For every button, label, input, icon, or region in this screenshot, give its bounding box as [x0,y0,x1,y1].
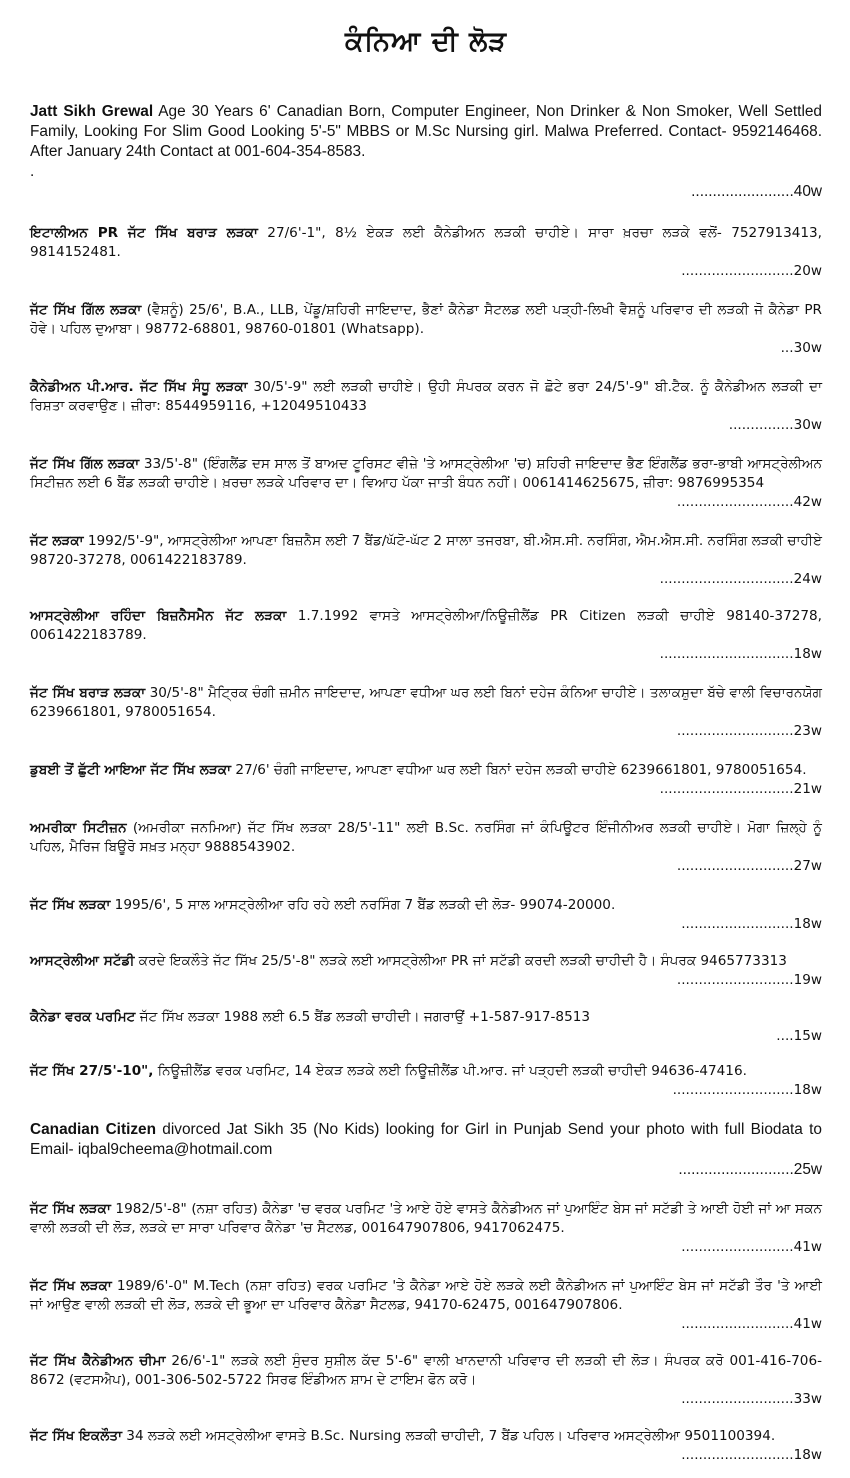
ad-headline: ਜੱਟ ਸਿੱਖ ਬਰਾੜ ਲੜਕਾ [30,685,146,701]
classified-ad [30,532,822,589]
ad-body: 34 ਲੜਕੇ ਲਈ ਅਸਟ੍ਰੇਲੀਆ ਵਾਸਤੇ B.Sc. Nursing ਲੜਕੀ ਚਾਹੀਦੀ, 7 ਬੈਂਡ ਪਹਿਲ। ਪਰਿਵਾਰ ਅਸਟ੍ਰੇਲੀਆ 9501100394. [121,1428,776,1444]
ad-body: 1995/6', 5 ਸਾਲ ਆਸਟ੍ਰੇਲੀਆ ਰਹਿ ਰਹੇ ਲਈ ਨਰਸਿੰਗ 7 ਬੈਂਡ ਲੜਕੀ ਦੀ ਲੋੜ- 99074-20000. [110,897,616,913]
ad-headline: ਜੱਟ ਸਿੱਖ ਲੜਕਾ [30,1201,111,1217]
ad-body: 27/6' ਚੰਗੀ ਜਾਇਦਾਦ, ਆਪਣਾ ਵਧੀਆ ਘਰ ਲਈ ਬਿਨਾਂ ਦਹੇਜ ਲੜਕੀ ਚਾਹੀਏ 6239661801, 9780051654. [231,762,807,778]
ad-reference-code: ............................18w [672,1082,822,1098]
ad-headline: ਇਟਾਲੀਅਨ PR ਜੱਟ ਸਿੱਖ ਬਰਾੜ ਲੜਕਾ [30,225,258,241]
ad-body: 1982/5'-8" (ਨਸ਼ਾ ਰਹਿਤ) ਕੈਨੇਡਾ 'ਚ ਵਰਕ ਪਰਮਿਟ 'ਤੇ ਆਏ ਹੋਏ ਵਾਸਤੇ ਕੈਨੇਡੀਅਨ ਜਾਂ ਪੁਆਇੰਟ ਬੇਸ ਜਾਂ ਸਟੱਡੀ ਤੇ ਆਈ ਹੋਈ ਜਾਂ ਆ ਸਕਨ ਵਾਲੀ ਲੜਕੀ ਦੀ ਲੋੜ, ਲੜਕੇ ਦਾ ਸਾਰਾ ਪਰਿਵਾਰ ਕੈਨੇਡਾ 'ਚ ਸੈਟਲਡ, 001647907806, 9417062475. [30,1201,822,1236]
classified-ad [30,1352,822,1409]
ad-reference-code: ...............................24w [659,571,822,587]
classified-ad [30,1277,822,1334]
classified-ad [30,1008,822,1046]
ad-reference-code: ...........................27w [676,858,822,874]
ad-reference-code: ..........................41w [681,1239,822,1255]
ads-list [30,102,822,1465]
ad-headline: ਅਮਰੀਕਾ ਸਿਟੀਜ਼ਨ [30,820,127,836]
ad-headline: ਜੱਟ ਸਿੱਖ ਗਿੱਲ ਲੜਕਾ [30,302,142,318]
ad-headline: ਆਸਟ੍ਰੇਲੀਆ ਸਟੱਡੀ [30,953,135,969]
ad-body: ਨਿਊਜ਼ੀਲੈਂਡ ਵਰਕ ਪਰਮਿਟ, 14 ਏਕੜ ਲੜਕੇ ਲਈ ਨਿਊਜ਼ੀਲੈਂਡ ਪੀ.ਆਰ. ਜਾਂ ਪੜ੍ਹਦੀ ਲੜਕੀ ਚਾਹੀਦੀ 94636-47416. [153,1063,747,1079]
classified-ad [30,224,822,281]
classified-ad [30,378,822,435]
ad-reference-code: ..........................41w [681,1316,822,1332]
ad-reference-code: ..........................33w [681,1391,822,1407]
ad-body: 1992/5'-9", ਆਸਟ੍ਰੇਲੀਆ ਆਪਣਾ ਬਿਜ਼ਨੈਸ ਲਈ 7 ਬੈਂਡ/ਘੱਟੋ-ਘੱਟ 2 ਸਾਲਾ ਤਜਰਬਾ, ਬੀ.ਐਸ.ਸੀ. ਨਰਸਿੰਗ, ਐਮ.ਐਸ.ਸੀ. ਨਰਸਿੰਗ ਲੜਕੀ ਚਾਹੀਏ 98720-37278, 0061422183789. [30,533,822,568]
classified-ad [30,952,822,990]
ad-reference-code: ...........................25w [678,1161,822,1178]
ad-headline: ਜੱਟ ਸਿੱਖ 27/5'-10", [30,1063,154,1079]
classified-ad [30,1062,822,1100]
classified-ad [30,1427,822,1465]
ad-body: 1989/6'-0" M.Tech (ਨਸ਼ਾ ਰਹਿਤ) ਵਰਕ ਪਰਮਿਟ 'ਤੇ ਕੈਨੇਡਾ ਆਏ ਹੋਏ ਲੜਕੇ ਲਈ ਕੈਨੇਡੀਅਨ ਜਾਂ ਪੁਆਇੰਟ ਬੇਸ ਜਾਂ ਸਟੱਡੀ ਤੌਰ 'ਤੇ ਆਈ ਜਾਂ ਆਉਣ ਵਾਲੀ ਲੜਕੀ ਦੀ ਲੋੜ, ਲੜਕੇ ਦੀ ਭੂਆ ਦਾ ਪਰਿਵਾਰ ਕੈਨੇਡਾ ਸੈਟਲਡ, 94170-62475, 001647907806. [30,1278,822,1313]
ad-headline: Jatt Sikh Grewal [30,103,154,120]
ad-body: 26/6'-1" ਲੜਕੇ ਲਈ ਸੁੰਦਰ ਸੁਸ਼ੀਲ ਕੱਦ 5'-6" ਵਾਲੀ ਖਾਨਦਾਨੀ ਪਰਿਵਾਰ ਦੀ ਲੜਕੀ ਦੀ ਲੋੜ। ਸੰਪਰਕ ਕਰੋ 001-416-706-8672 (ਵਟਸਐਪ), 001-306-502-5722 ਸਿਰਫ ਇੰਡੀਅਨ ਸ਼ਾਮ ਦੇ ਟਾਇਮ ਫੋਨ ਕਰੋ। [30,1353,822,1388]
ad-reference-code: ....15w [776,1028,822,1044]
ad-headline: ਜੱਟ ਸਿੱਖ ਲੜਕਾ [30,1278,112,1294]
ad-body: 30/5'-8" ਮੈਟ੍ਰਿਕ ਚੰਗੀ ਜ਼ਮੀਨ ਜਾਇਦਾਦ, ਆਪਣਾ ਵਧੀਆ ਘਰ ਲਈ ਬਿਨਾਂ ਦਹੇਜ ਕੰਨਿਆ ਚਾਹੀਏ। ਤਲਾਕਸ਼ੁਦਾ ਬੱਚੇ ਵਾਲੀ ਵਿਚਾਰਨਯੋਗ 6239661801, 9780051654. [30,685,822,720]
ad-reference-code: ...........................42w [676,494,822,510]
ad-headline: ਜੱਟ ਸਿੱਖ ਕੈਨੇਡੀਅਨ ਚੀਮਾ [30,1353,166,1369]
ad-headline: ਕੈਨੇਡੀਅਨ ਪੀ.ਆਰ. ਜੱਟ ਸਿੱਖ ਸੰਧੂ ਲੜਕਾ [30,379,248,395]
ad-reference-code: ...30w [780,340,822,356]
ad-reference-code: ........................40w [691,183,822,200]
ad-reference-code: ...........................19w [676,972,822,988]
ad-body: ਜੱਟ ਸਿੱਖ ਲੜਕਾ 1988 ਲਈ 6.5 ਬੈਂਡ ਲੜਕੀ ਚਾਹੀਦੀ। ਜਗਰਾਉਂ +1-587-917-8513 [135,1009,591,1025]
ad-headline: ਜੱਟ ਸਿੱਖ ਲੜਕਾ [30,897,111,913]
ad-headline: ਜੱਟ ਸਿੱਖ ਇਕਲੌਤਾ [30,1428,122,1444]
ad-headline: ਕੈਨੇਡਾ ਵਰਕ ਪਰਮਿਟ [30,1009,136,1025]
ad-reference-code: ..........................18w [681,1447,822,1463]
ad-reference-code: ...............................21w [659,781,822,797]
ad-body: divorced Jat Sikh 35 (No Kids) looking for Girl in Punjab Send your photo with full Biodata to Email- iqbal9cheema@hotmail.com [30,1121,822,1158]
classified-ad [30,102,822,202]
ad-body: (ਵੈਸ਼ਨੂੰ) 25/6', B.A., LLB, ਪੇਂਡੂ/ਸ਼ਹਿਰੀ ਜਾਇਦਾਦ, ਭੈਣਾਂ ਕੈਨੇਡਾ ਸੈਟਲਡ ਲਈ ਪੜ੍ਹੀ-ਲਿਖੀ ਵੈਸ਼ਨੂੰ ਪਰਿਵਾਰ ਦੀ ਲੜਕੀ ਜੋ ਕੈਨੇਡਾ PR ਹੋਵੇ। ਪਹਿਲ ਦੁਆਬਾ। 98772-68801, 98760-01801 (Whatsapp). [30,302,822,337]
ad-headline: Canadian Citizen [30,1121,157,1138]
ad-reference-code: ..........................20w [681,263,822,279]
ad-headline: ਡੁਬਈ ਤੋਂ ਛੁੱਟੀ ਆਇਆ ਜੱਟ ਸਿੱਖ ਲੜਕਾ [30,762,232,778]
ad-headline: ਆਸਟ੍ਰੇਲੀਆ ਰਹਿੰਦਾ ਬਿਜ਼ਨੈਸਮੈਨ ਜੱਟ ਲੜਕਾ [30,608,287,624]
ad-headline: ਜੱਟ ਲੜਕਾ [30,533,84,549]
classified-ad [30,761,822,799]
ad-body: (ਅਮਰੀਕਾ ਜਨਮਿਆ) ਜੱਟ ਸਿੱਖ ਲੜਕਾ 28/5'-11" ਲਈ B.Sc. ਨਰਸਿੰਗ ਜਾਂ ਕੰਪਿਊਟਰ ਇੰਜੀਨੀਅਰ ਲੜਕੀ ਚਾਹੀਏ। ਮੋਗਾ ਜ਼ਿਲ੍ਹੇ ਨੂੰ ਪਹਿਲ, ਮੈਰਿਜ ਬਿਊਰੋ ਸਖ਼ਤ ਮਨ੍ਹਾ 9888543902. [30,820,822,855]
classified-ad [30,1200,822,1257]
ad-reference-code: ...........................23w [676,723,822,739]
ad-body: ਕਰਦੇ ਇਕਲੌਤੇ ਜੱਟ ਸਿੱਖ 25/5'-8" ਲੜਕੇ ਲਈ ਆਸਟ੍ਰੇਲੀਆ PR ਜਾਂ ਸਟੱਡੀ ਕਰਦੀ ਲੜਕੀ ਚਾਹੀਦੀ ਹੈ। ਸੰਪਰਕ 9465773313 [134,953,787,969]
classified-ad [30,684,822,741]
classified-ad [30,455,822,512]
ad-reference-code: ...............30w [728,417,822,433]
classified-ad [30,1120,822,1180]
classified-ad [30,301,822,358]
page-title: ਕੰਨਿਆ ਦੀ ਲੋੜ [344,26,508,57]
ad-headline: ਜੱਟ ਸਿੱਖ ਗਿੱਲ ਲੜਕਾ [30,456,140,472]
ad-body: 1.7.1992 ਵਾਸਤੇ ਆਸਟ੍ਰੇਲੀਆ/ਨਿਊਜ਼ੀਲੈਂਡ PR Citizen ਲੜਕੀ ਚਾਹੀਏ 98140-37278, 0061422183789. [30,608,822,643]
ad-body: 30/5'-9" ਲਈ ਲੜਕੀ ਚਾਹੀਏ। ਉਹੀ ਸੰਪਰਕ ਕਰਨ ਜੋ ਛੋਟੇ ਭਰਾ 24/5'-9" ਬੀ.ਟੈਕ. ਨੂੰ ਕੈਨੇਡੀਅਨ ਲੜਕੀ ਦਾ ਰਿਸ਼ਤਾ ਕਰਵਾਉਣ। ਜ਼ੀਰਾ: 8544959116, +12049510433 [30,379,822,414]
ad-reference-code: ..........................18w [681,916,822,932]
ad-body: Age 30 Years 6' Canadian Born, Computer Engineer, Non Drinker & Non Smoker, Well Settled Family, Looking For Slim Good Looking 5'-5" MBBS or M.Sc Nursing girl. Malwa Preferred. Contact- 9592146468. After January 24th Contact at 001-604-354-8583. [30,103,822,160]
classified-ad [30,607,822,664]
classified-ad [30,819,822,876]
ad-body: 33/5'-8" (ਇੰਗਲੈਂਡ ਦਸ ਸਾਲ ਤੋਂ ਬਾਅਦ ਟੂਰਿਸਟ ਵੀਜ਼ੇ 'ਤੇ ਆਸਟ੍ਰੇਲੀਆ 'ਚ) ਸ਼ਹਿਰੀ ਜਾਇਦਾਦ ਭੈਣ ਇੰਗਲੈਂਡ ਭਰਾ-ਭਾਬੀ ਆਸਟ੍ਰੇਲੀਅਨ ਸਿਟੀਜ਼ਨ ਲਈ 6 ਬੈਂਡ ਲੜਕੀ ਚਾਹੀਏ। ਖ਼ਰਚਾ ਲੜਕੇ ਪਰਿਵਾਰ ਦਾ। ਵਿਆਹ ਪੱਕਾ ਜਾਤੀ ਬੰਧਨ ਨਹੀਂ। 0061414625675, ਜ਼ੀਰਾ: 9876995354 [30,456,823,491]
classified-ad [30,896,822,934]
ad-reference-code: ...............................18w [659,646,822,662]
ad-tail: . [30,163,35,180]
ad-body: 27/6'-1", 8½ ਏਕੜ ਲਈ ਕੈਨੇਡੀਅਨ ਲੜਕੀ ਚਾਹੀਏ। ਸਾਰਾ ਖ਼ਰਚਾ ਲੜਕੇ ਵਲੋਂ- 7527913413, 9814152481. [30,225,823,260]
